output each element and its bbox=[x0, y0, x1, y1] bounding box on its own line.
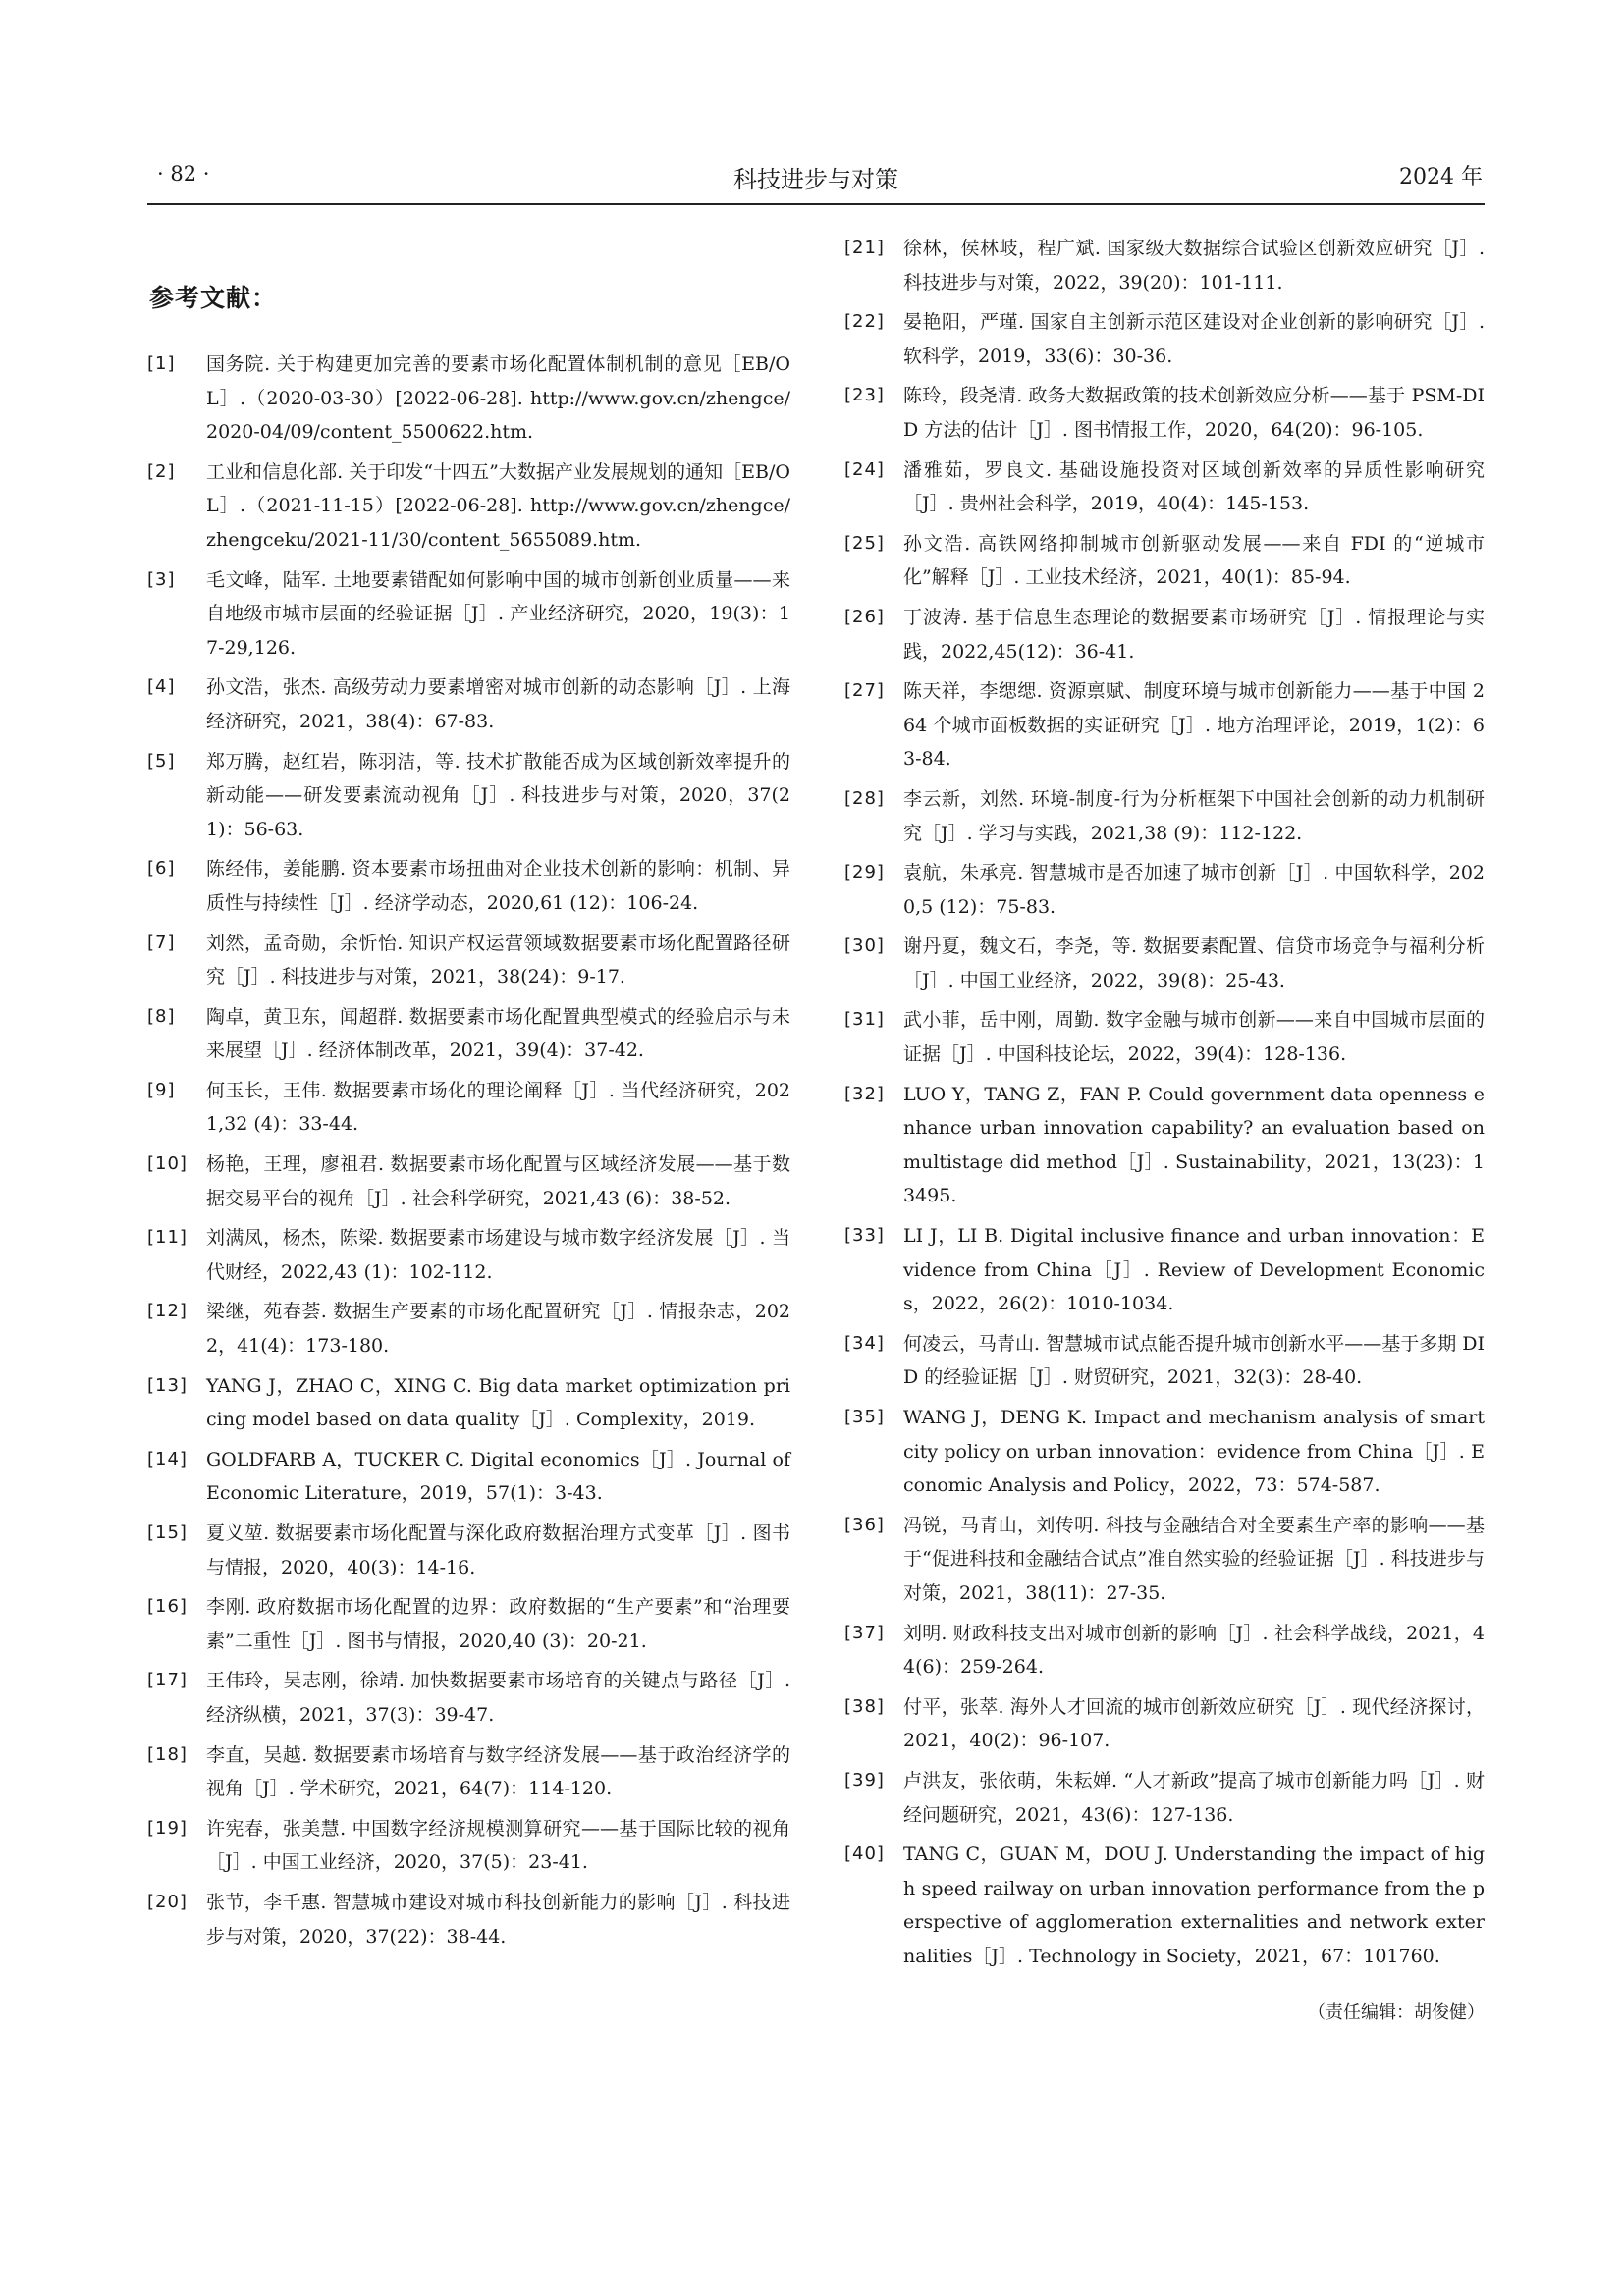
reference-text: 夏义堃. 数据要素市场化配置与深化政府数据治理方式变革［J］. 图书与情报，2020，40(3)：14-16. bbox=[206, 1522, 790, 1578]
reference-item bbox=[147, 852, 790, 920]
reference-item bbox=[844, 1690, 1485, 1758]
reference-text: 晏艳阳，严瑾. 国家自主创新示范区建设对企业创新的影响研究［J］. 软科学，2019，33(6)：30-36. bbox=[903, 311, 1485, 367]
references-heading: 参考文献： bbox=[149, 284, 278, 312]
reference-number: [30] bbox=[844, 935, 885, 957]
journal-title: 科技进步与对策 bbox=[733, 166, 898, 193]
reference-text: 国务院. 关于构建更加完善的要素市场化配置体制机制的意见［EB/OL］.（2020-03-30）[2022-06-28]. http://www.gov.cn/zhengce/2020-04/09/content_5500622.htm. bbox=[206, 353, 790, 444]
reference-item bbox=[844, 782, 1485, 850]
reference-item bbox=[844, 601, 1485, 668]
reference-text: 何凌云，马青山. 智慧城市试点能否提升城市创新水平——基于多期 DID 的经验证据［J］. 财贸研究，2021，32(3)：28-40. bbox=[903, 1332, 1485, 1389]
reference-number: [6] bbox=[147, 858, 176, 880]
reference-text: 袁航，朱承亮. 智慧城市是否加速了城市创新［J］. 中国软科学，2020,5 (12)：75-83. bbox=[903, 862, 1485, 918]
reference-item bbox=[147, 1148, 790, 1215]
reference-text: 王伟玲，吴志刚，徐靖. 加快数据要素市场培育的关键点与路径［J］. 经济纵横，2021，37(3)：39-47. bbox=[206, 1670, 790, 1726]
reference-number: [12] bbox=[147, 1301, 188, 1322]
reference-item bbox=[844, 1401, 1485, 1503]
editor-note: （责任编辑：胡俊健） bbox=[1308, 2002, 1485, 2023]
reference-item bbox=[844, 1617, 1485, 1684]
page-header bbox=[147, 160, 1485, 205]
reference-item bbox=[844, 305, 1485, 373]
reference-number: [32] bbox=[844, 1083, 885, 1104]
reference-text: 孙文浩，张杰. 高级劳动力要素增密对城市创新的动态影响［J］. 上海经济研究，2021，38(4)：67-83. bbox=[206, 676, 790, 732]
reference-number: [19] bbox=[147, 1817, 188, 1839]
reference-number: [37] bbox=[844, 1622, 885, 1643]
reference-item bbox=[147, 1221, 790, 1289]
reference-item bbox=[844, 1219, 1485, 1321]
reference-item bbox=[844, 454, 1485, 521]
reference-item bbox=[147, 1517, 790, 1584]
reference-text: 何玉长，王伟. 数据要素市场化的理论阐释［J］. 当代经济研究，2021,32 (4)：33-44. bbox=[206, 1079, 790, 1136]
reference-number: [22] bbox=[844, 311, 885, 333]
reference-item bbox=[147, 1000, 790, 1068]
reference-text: 刘然，孟奇勋，余忻怡. 知识产权运营领域数据要素市场化配置路径研究［J］. 科技进步与对策，2021，38(24)：9-17. bbox=[206, 932, 790, 988]
reference-item bbox=[147, 745, 790, 847]
reference-item bbox=[844, 1078, 1485, 1213]
reference-number: [33] bbox=[844, 1225, 885, 1247]
reference-text: 丁波涛. 基于信息生态理论的数据要素市场研究［J］. 情报理论与实践，2022,45(12)：36-41. bbox=[903, 606, 1485, 663]
reference-item bbox=[147, 1295, 790, 1362]
reference-item bbox=[844, 930, 1485, 997]
reference-number: [16] bbox=[147, 1596, 188, 1618]
reference-text: 张节，李千惠. 智慧城市建设对城市科技创新能力的影响［J］. 科技进步与对策，2020，37(22)：38-44. bbox=[206, 1891, 790, 1948]
reference-text: 郑万腾，赵红岩，陈羽洁，等. 技术扩散能否成为区域创新效率提升的新动能——研发要素流动视角［J］. 科技进步与对策，2020，37(21)：56-63. bbox=[206, 750, 790, 840]
reference-item bbox=[844, 674, 1485, 776]
reference-item bbox=[844, 856, 1485, 924]
reference-text: 谢丹夏，魏文石，李尧，等. 数据要素配置、信贷市场竞争与福利分析［J］. 中国工业经济，2022，39(8)：25-43. bbox=[903, 935, 1485, 991]
reference-item bbox=[147, 1886, 790, 1953]
reference-number: [25] bbox=[844, 532, 885, 554]
reference-item bbox=[844, 379, 1485, 447]
publication-year: 2024 年 bbox=[1399, 165, 1483, 189]
reference-number: [38] bbox=[844, 1695, 885, 1717]
reference-text: 刘满凤，杨杰，陈梁. 数据要素市场建设与城市数字经济发展［J］. 当代财经，2022,43 (1)：102-112. bbox=[206, 1227, 790, 1283]
reference-number: [18] bbox=[147, 1743, 188, 1765]
reference-number: [39] bbox=[844, 1769, 885, 1790]
reference-item bbox=[147, 347, 790, 450]
reference-text: LUO Y，TANG Z，FAN P. Could government data openness enhance urban innovation capability? an evaluation based on multistage did method［J］. Sustainability，2021，13(23)：13495. bbox=[903, 1083, 1485, 1207]
reference-text: 李刚. 政府数据市场化配置的边界：政府数据的“生产要素”和“治理要素”二重性［J］. 图书与情报，2020,40 (3)：20-21. bbox=[206, 1596, 790, 1652]
references-left-column bbox=[147, 347, 790, 1959]
reference-number: [14] bbox=[147, 1448, 188, 1469]
reference-text: 徐林，侯林岐，程广斌. 国家级大数据综合试验区创新效应研究［J］. 科技进步与对策，2022，39(20)：101-111. bbox=[903, 238, 1485, 294]
reference-number: [29] bbox=[844, 862, 885, 883]
reference-item bbox=[147, 563, 790, 666]
reference-text: 李直，吴越. 数据要素市场培育与数字经济发展——基于政治经济学的视角［J］. 学术研究，2021，64(7)：114-120. bbox=[206, 1743, 790, 1800]
reference-number: [4] bbox=[147, 676, 176, 698]
reference-number: [10] bbox=[147, 1153, 188, 1175]
reference-number: [11] bbox=[147, 1227, 188, 1249]
reference-number: [21] bbox=[844, 238, 885, 258]
reference-number: [23] bbox=[844, 385, 885, 406]
reference-item bbox=[147, 670, 790, 738]
reference-text: 孙文浩. 高铁网络抑制城市创新驱动发展——来自 FDI 的“逆城市化”解释［J］. 工业技术经济，2021，40(1)：85-94. bbox=[903, 532, 1485, 589]
reference-item bbox=[147, 455, 790, 558]
reference-number: [3] bbox=[147, 568, 176, 590]
reference-text: 李云新，刘然. 环境-制度-行为分析框架下中国社会创新的动力机制研究［J］. 学习与实践，2021,38 (9)：112-122. bbox=[903, 787, 1485, 844]
reference-item bbox=[844, 527, 1485, 595]
reference-number: [1] bbox=[147, 353, 176, 374]
reference-number: [7] bbox=[147, 932, 176, 953]
reference-text: LI J，LI B. Digital inclusive finance and urban innovation：Evidence from China［J］. Review of Development Economics，2022，26(2)：1010-1034. bbox=[903, 1225, 1485, 1315]
reference-number: [20] bbox=[147, 1891, 188, 1912]
reference-text: 冯锐，马青山，刘传明. 科技与金融结合对全要素生产率的影响——基于“促进科技和金融结合试点”准自然实验的经验证据［J］. 科技进步与对策，2021，38(11)：27-35. bbox=[903, 1514, 1485, 1604]
reference-number: [17] bbox=[147, 1670, 188, 1691]
reference-item bbox=[844, 1003, 1485, 1071]
reference-text: 毛文峰，陆军. 土地要素错配如何影响中国的城市创新创业质量——来自地级市城市层面的经验证据［J］. 产业经济研究，2020，19(3)：17-29,126. bbox=[206, 568, 790, 659]
reference-item bbox=[147, 1369, 790, 1437]
reference-number: [34] bbox=[844, 1332, 885, 1354]
reference-item bbox=[147, 927, 790, 994]
reference-number: [9] bbox=[147, 1079, 176, 1100]
reference-text: 武小菲，岳中刚，周勤. 数字金融与城市创新——来自中国城市层面的证据［J］. 中国科技论坛，2022，39(4)：128-136. bbox=[903, 1009, 1485, 1066]
reference-number: [8] bbox=[147, 1005, 176, 1027]
reference-number: [31] bbox=[844, 1009, 885, 1031]
reference-number: [35] bbox=[844, 1407, 885, 1427]
reference-item bbox=[147, 1443, 790, 1511]
reference-text: 卢洪友，张依萌，朱耘婵. “人才新政”提高了城市创新能力吗［J］. 财经问题研究，2021，43(6)：127-136. bbox=[903, 1769, 1485, 1826]
reference-text: 杨艳，王理，廖祖君. 数据要素市场化配置与区域经济发展——基于数据交易平台的视角［J］. 社会科学研究，2021,43 (6)：38-52. bbox=[206, 1153, 790, 1209]
reference-text: 陈玲，段尧清. 政务大数据政策的技术创新效应分析——基于 PSM-DID 方法的估计［J］. 图书情报工作，2020，64(20)：96-105. bbox=[903, 385, 1485, 441]
reference-item bbox=[147, 1664, 790, 1732]
reference-text: TANG C，GUAN M，DOU J. Understanding the impact of high speed railway on urban innovation performance from the perspective of agglomeration externalities and network externalities［J］. Technology in Society，2021，67：101760. bbox=[903, 1843, 1485, 1967]
reference-text: 许宪春，张美慧. 中国数字经济规模测算研究——基于国际比较的视角［J］. 中国工业经济，2020，37(5)：23-41. bbox=[206, 1817, 790, 1874]
reference-text: 潘雅茹，罗良文. 基础设施投资对区域创新效率的异质性影响研究［J］. 贵州社会科学，2019，40(4)：145-153. bbox=[903, 458, 1485, 515]
reference-number: [40] bbox=[844, 1843, 885, 1865]
reference-number: [24] bbox=[844, 458, 885, 480]
reference-item bbox=[844, 1764, 1485, 1832]
reference-item bbox=[147, 1812, 790, 1880]
reference-item bbox=[147, 1074, 790, 1142]
reference-number: [28] bbox=[844, 787, 885, 809]
reference-item bbox=[844, 1509, 1485, 1611]
reference-number: [15] bbox=[147, 1522, 188, 1543]
reference-item bbox=[844, 1838, 1485, 1973]
reference-number: [2] bbox=[147, 460, 176, 482]
reference-text: YANG J，ZHAO C，XING C. Big data market optimization pricing model based on data quality［J］. Complexity，2019. bbox=[206, 1374, 790, 1431]
reference-text: 工业和信息化部. 关于印发“十四五”大数据产业发展规划的通知［EB/OL］.（2021-11-15）[2022-06-28]. http://www.gov.cn/zhengce/zhengceku/2021-11/30/content_5655089.htm. bbox=[206, 460, 790, 551]
page-number: · 82 · bbox=[157, 162, 210, 186]
reference-text: 付平，张萃. 海外人才回流的城市创新效应研究［J］. 现代经济探讨，2021，40(2)：96-107. bbox=[903, 1695, 1485, 1752]
references-right-column bbox=[844, 232, 1485, 1980]
reference-number: [5] bbox=[147, 750, 176, 772]
reference-item bbox=[147, 1590, 790, 1658]
reference-item bbox=[147, 1738, 790, 1806]
reference-text: GOLDFARB A，TUCKER C. Digital economics［J］. Journal of Economic Literature，2019，57(1)：3-43. bbox=[206, 1448, 790, 1505]
reference-text: WANG J，DENG K. Impact and mechanism analysis of smart city policy on urban innovation：evidence from China［J］. Economic Analysis and Policy，2022，73：574-587. bbox=[903, 1407, 1485, 1497]
reference-text: 刘明. 财政科技支出对城市创新的影响［J］. 社会科学战线，2021，44(6)：259-264. bbox=[903, 1622, 1485, 1679]
reference-item bbox=[844, 232, 1485, 299]
reference-number: [13] bbox=[147, 1374, 188, 1396]
reference-text: 陈经伟，姜能鹏. 资本要素市场扭曲对企业技术创新的影响：机制、异质性与持续性［J］. 经济学动态，2020,61 (12)：106-24. bbox=[206, 858, 790, 914]
reference-number: [27] bbox=[844, 680, 885, 702]
reference-text: 陈天祥，李缌缌. 资源禀赋、制度环境与城市创新能力——基于中国 264 个城市面板数据的实证研究［J］. 地方治理评论，2019，1(2)：63-84. bbox=[903, 680, 1485, 771]
reference-number: [26] bbox=[844, 606, 885, 627]
reference-text: 梁继，苑春荟. 数据生产要素的市场化配置研究［J］. 情报杂志，2022，41(4)：173-180. bbox=[206, 1301, 790, 1358]
reference-text: 陶卓，黄卫东，闻超群. 数据要素市场化配置典型模式的经验启示与未来展望［J］. 经济体制改革，2021，39(4)：37-42. bbox=[206, 1005, 790, 1062]
reference-number: [36] bbox=[844, 1514, 885, 1535]
reference-item bbox=[844, 1327, 1485, 1395]
